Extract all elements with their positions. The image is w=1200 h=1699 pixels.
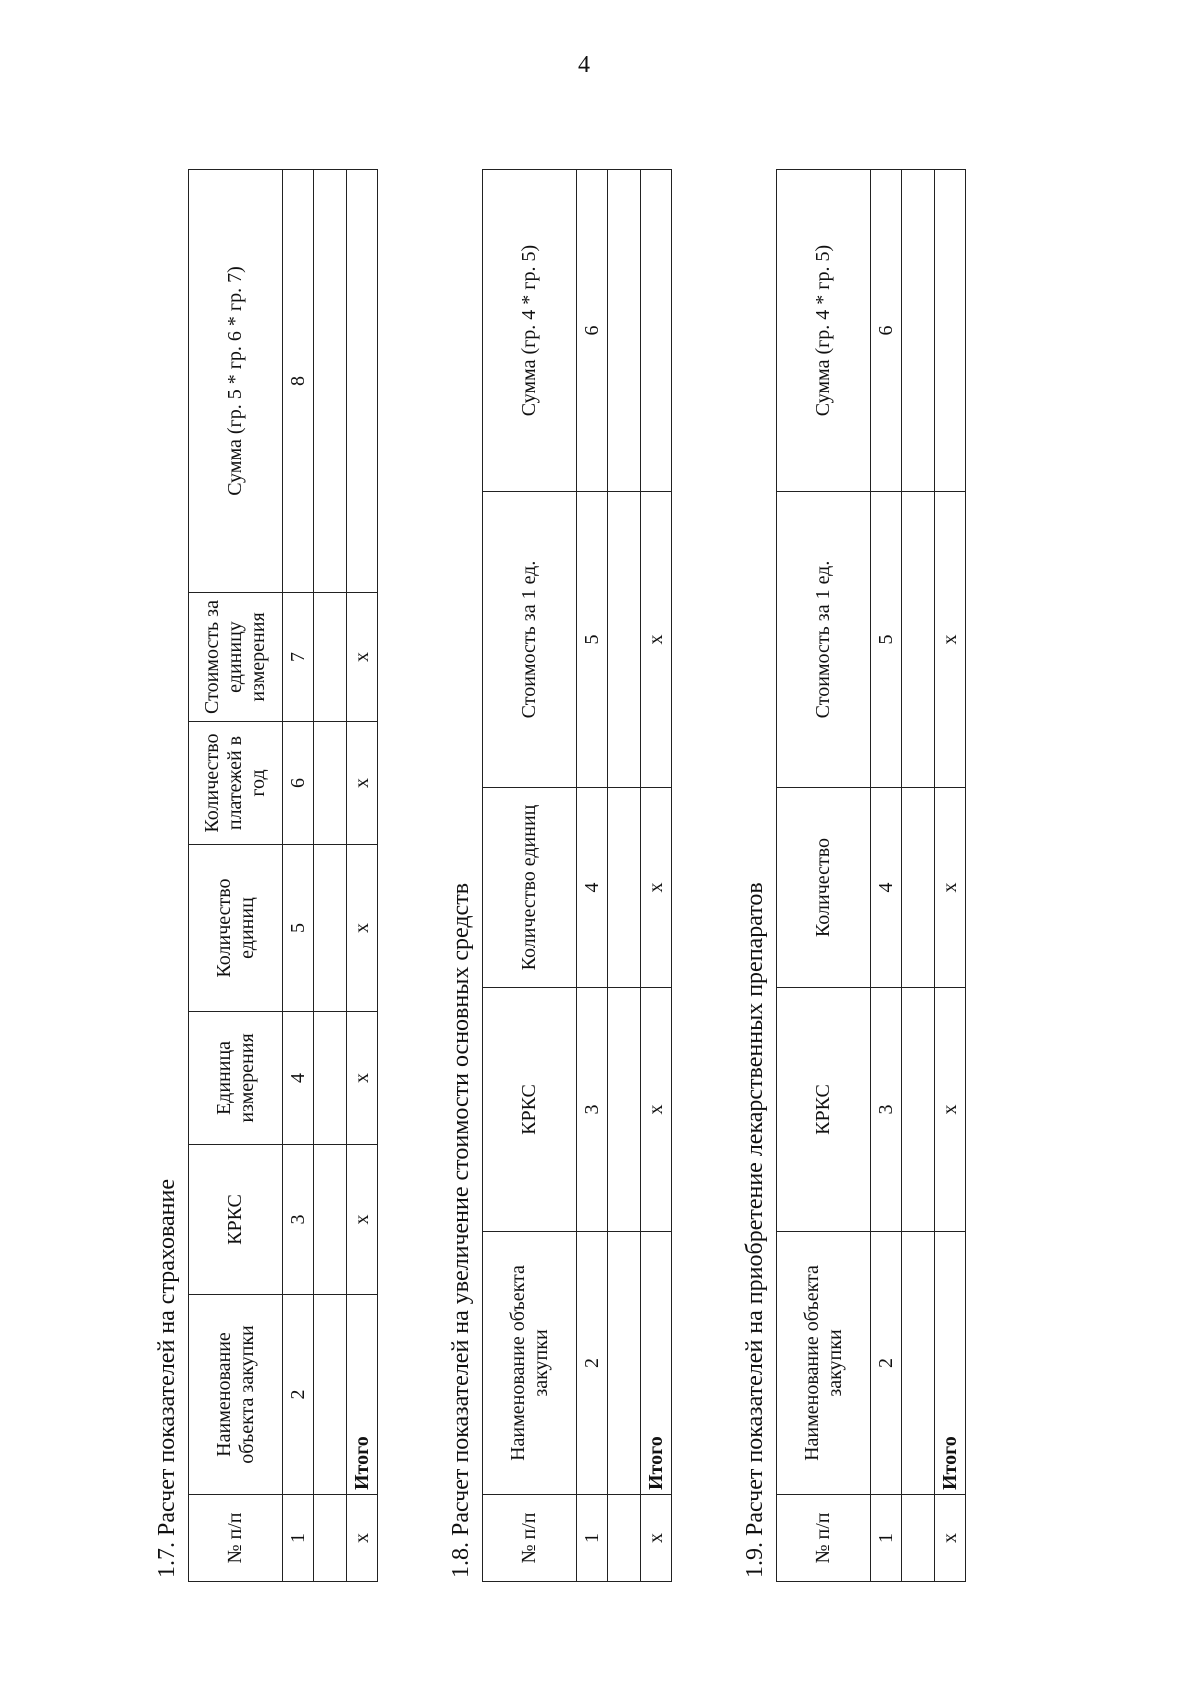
empty-cell [314, 170, 347, 593]
total-row [641, 170, 672, 1582]
medicines-table [776, 169, 966, 1582]
empty-cell [314, 593, 347, 722]
total-cell: x [935, 788, 966, 988]
total-cell [641, 170, 672, 492]
empty-cell [314, 1495, 347, 1582]
empty-cell [314, 1295, 347, 1495]
section-title: 1.7. Расчет показателей на страхование [154, 1179, 180, 1578]
total-label: Итого [935, 1232, 966, 1495]
total-cell: x [347, 1495, 378, 1582]
empty-cell [608, 788, 641, 988]
column-number-row [283, 170, 314, 1582]
col-header: № п/п [777, 1495, 871, 1582]
total-cell: x [347, 845, 378, 1012]
col-number: 1 [283, 1495, 314, 1582]
empty-cell [608, 988, 641, 1232]
total-label: Итого [347, 1295, 378, 1495]
header-row [189, 170, 283, 1582]
empty-cell [608, 170, 641, 492]
section-title: 1.8. Расчет показателей на увеличение стоимости основных средств [448, 882, 474, 1578]
total-cell: x [641, 492, 672, 788]
col-header: Сумма (гр. 4 * гр. 5) [483, 170, 577, 492]
col-number: 3 [577, 988, 608, 1232]
empty-cell [314, 1145, 347, 1295]
empty-row [608, 170, 641, 1582]
col-number: 5 [871, 492, 902, 788]
total-cell: x [347, 1145, 378, 1295]
col-header: КРКС [483, 988, 577, 1232]
empty-cell [314, 722, 347, 845]
col-header: Количество единиц [189, 845, 283, 1012]
total-cell [935, 170, 966, 492]
col-header: Стоимость за 1 ед. [483, 492, 577, 788]
col-header: Стоимость за 1 ед. [777, 492, 871, 788]
empty-cell [902, 492, 935, 788]
col-number: 3 [283, 1145, 314, 1295]
col-header: Количество единиц [483, 788, 577, 988]
total-cell: x [641, 788, 672, 988]
empty-cell [608, 1495, 641, 1582]
column-number-row [577, 170, 608, 1582]
insurance-table [188, 169, 378, 1582]
col-header: Количество [777, 788, 871, 988]
col-header: № п/п [189, 1495, 283, 1582]
col-number: 4 [871, 788, 902, 988]
col-header: Сумма (гр. 4 * гр. 5) [777, 170, 871, 492]
total-cell: x [935, 492, 966, 788]
col-number: 6 [871, 170, 902, 492]
column-number-row [871, 170, 902, 1582]
col-number: 2 [871, 1232, 902, 1495]
empty-cell [902, 170, 935, 492]
empty-cell [608, 1232, 641, 1495]
header-row [483, 170, 577, 1582]
col-header: Наименование объекта закупки [777, 1232, 871, 1495]
col-number: 6 [283, 722, 314, 845]
col-header: Единица измерения [189, 1012, 283, 1145]
col-header: Сумма (гр. 5 * гр. 6 * гр. 7) [189, 170, 283, 593]
col-number: 7 [283, 593, 314, 722]
total-cell: x [935, 1495, 966, 1582]
section-title: 1.9. Расчет показателей на приобретение лекарственных препаратов [742, 882, 768, 1578]
section-1-9 [738, 170, 966, 1582]
col-number: 4 [283, 1012, 314, 1145]
empty-cell [314, 845, 347, 1012]
section-1-8 [444, 170, 672, 1582]
col-number: 3 [871, 988, 902, 1232]
col-number: 5 [577, 492, 608, 788]
col-number: 1 [871, 1495, 902, 1582]
col-header: Стоимость за единицу измерения [189, 593, 283, 722]
total-cell [347, 170, 378, 593]
page-number: 4 [578, 52, 590, 78]
empty-cell [902, 1232, 935, 1495]
col-header: КРКС [189, 1145, 283, 1295]
col-number: 2 [577, 1232, 608, 1495]
empty-cell [902, 788, 935, 988]
empty-cell [902, 1495, 935, 1582]
header-row [777, 170, 871, 1582]
col-header: КРКС [777, 988, 871, 1232]
total-row [935, 170, 966, 1582]
total-cell: x [347, 1012, 378, 1145]
empty-row [314, 170, 347, 1582]
total-cell: x [347, 722, 378, 845]
col-number: 5 [283, 845, 314, 1012]
empty-row [902, 170, 935, 1582]
total-label: Итого [641, 1232, 672, 1495]
col-number: 8 [283, 170, 314, 593]
empty-cell [902, 988, 935, 1232]
col-number: 2 [283, 1295, 314, 1495]
empty-cell [608, 492, 641, 788]
total-cell: x [641, 988, 672, 1232]
col-header: Количество платежей в год [189, 722, 283, 845]
col-header: Наименование объекта закупки [483, 1232, 577, 1495]
total-cell: x [641, 1495, 672, 1582]
empty-cell [314, 1012, 347, 1145]
fixed-assets-table [482, 169, 672, 1582]
col-header: Наименование объекта закупки [189, 1295, 283, 1495]
section-1-7 [150, 170, 378, 1582]
col-number: 1 [577, 1495, 608, 1582]
total-row [347, 170, 378, 1582]
col-number: 6 [577, 170, 608, 492]
total-cell: x [935, 988, 966, 1232]
col-header: № п/п [483, 1495, 577, 1582]
total-cell: x [347, 593, 378, 722]
col-number: 4 [577, 788, 608, 988]
